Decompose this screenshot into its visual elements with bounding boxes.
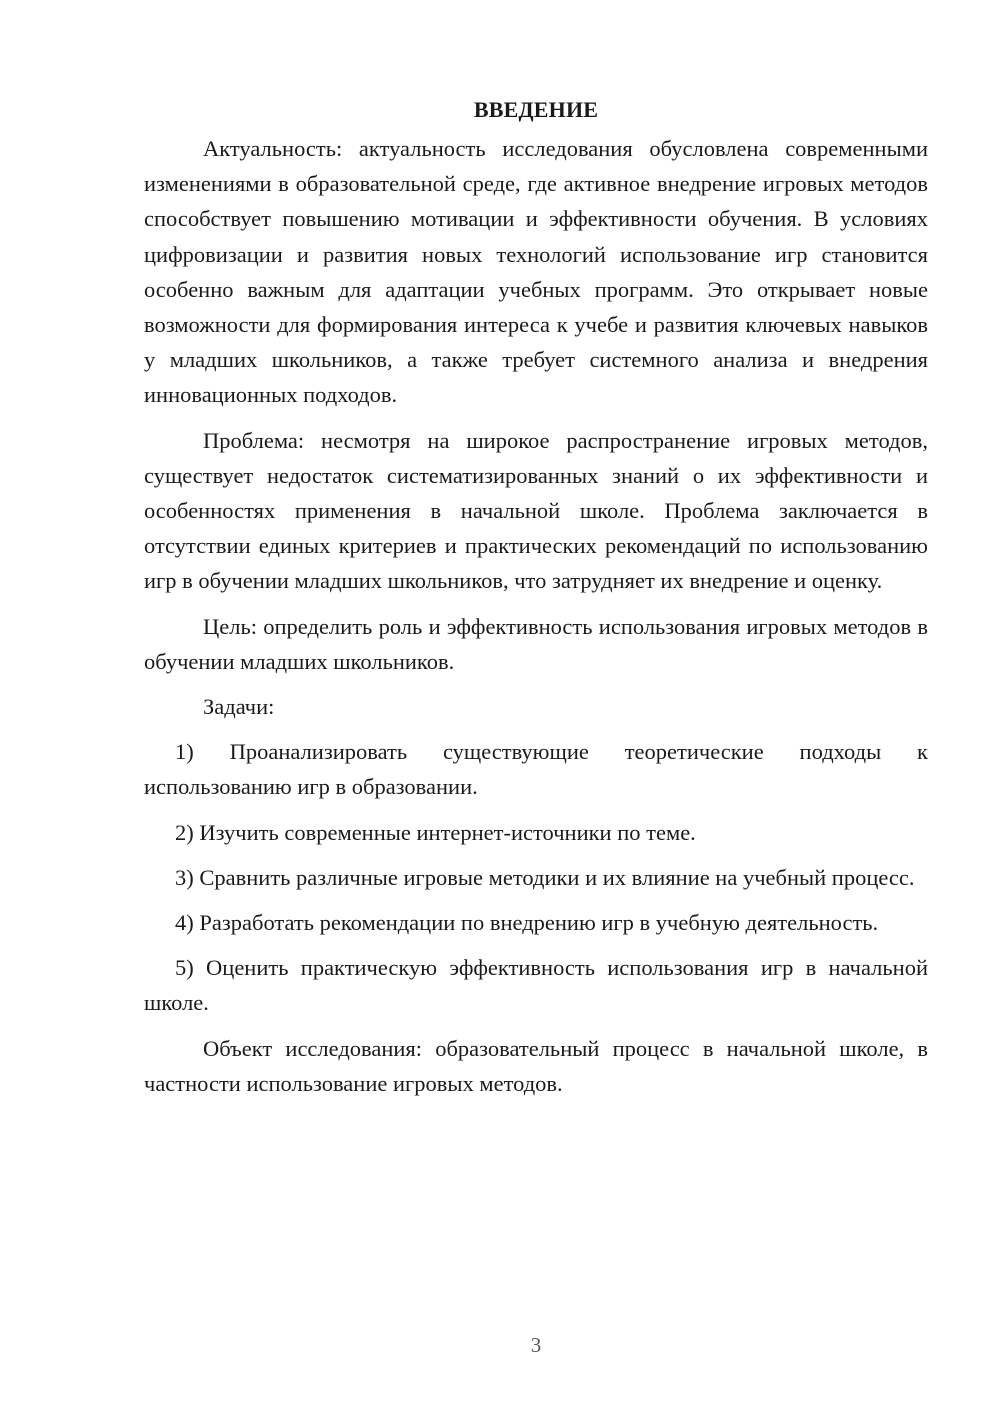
task-item-2: 2) Изучить современные интернет-источники по теме.	[175, 819, 696, 845]
task-item-4: 4) Разработать рекомендации по внедрению игр в учебную деятельность.	[175, 910, 879, 936]
problem-paragraph: Проблема: несмотря на широкое распространение игровых методов, существует недостаток систематизированных знаний о их эффективности и особенностях применения в начальной школе. Проблема заключается в отсутствии единых критериев и практических рекомендаций по использованию игр в обучении младших школьников, что затрудняет их внедрение и оценку.	[144, 427, 928, 594]
page-content	[144, 92, 928, 1101]
relevance-paragraph: Актуальность: актуальность исследования обусловлена современными изменениями в образовательной среде, где активное внедрение игровых методов способствует повышению мотивации и эффективности обучения. В условиях цифровизации и развития новых технологий использование игр становится особенно важным для адаптации учебных программ. Это открывает новые возможности для формирования интереса к учебе и развития ключевых навыков у младших школьников, а также требует системного анализа и внедрения инновационных подходов.	[144, 136, 928, 408]
goal-paragraph: Цель: определить роль и эффективность использования игровых методов в обучении младших школьников.	[144, 613, 928, 674]
tasks-heading: Задачи:	[203, 694, 275, 720]
task-item-5: 5) Оценить практическую эффективность использования игр в начальной школе.	[144, 955, 928, 1016]
section-title: ВВЕДЕНИЕ	[473, 97, 599, 122]
task-item-1: 1) Проанализировать существующие теоретические подходы к использованию игр в образовании.	[144, 739, 928, 800]
page-number: 3	[530, 1333, 542, 1357]
research-object-paragraph: Объект исследования: образовательный процесс в начальной школе, в частности использование игровых методов.	[144, 1035, 928, 1096]
task-item-3: 3) Сравнить различные игровые методики и их влияние на учебный процесс.	[175, 864, 915, 890]
